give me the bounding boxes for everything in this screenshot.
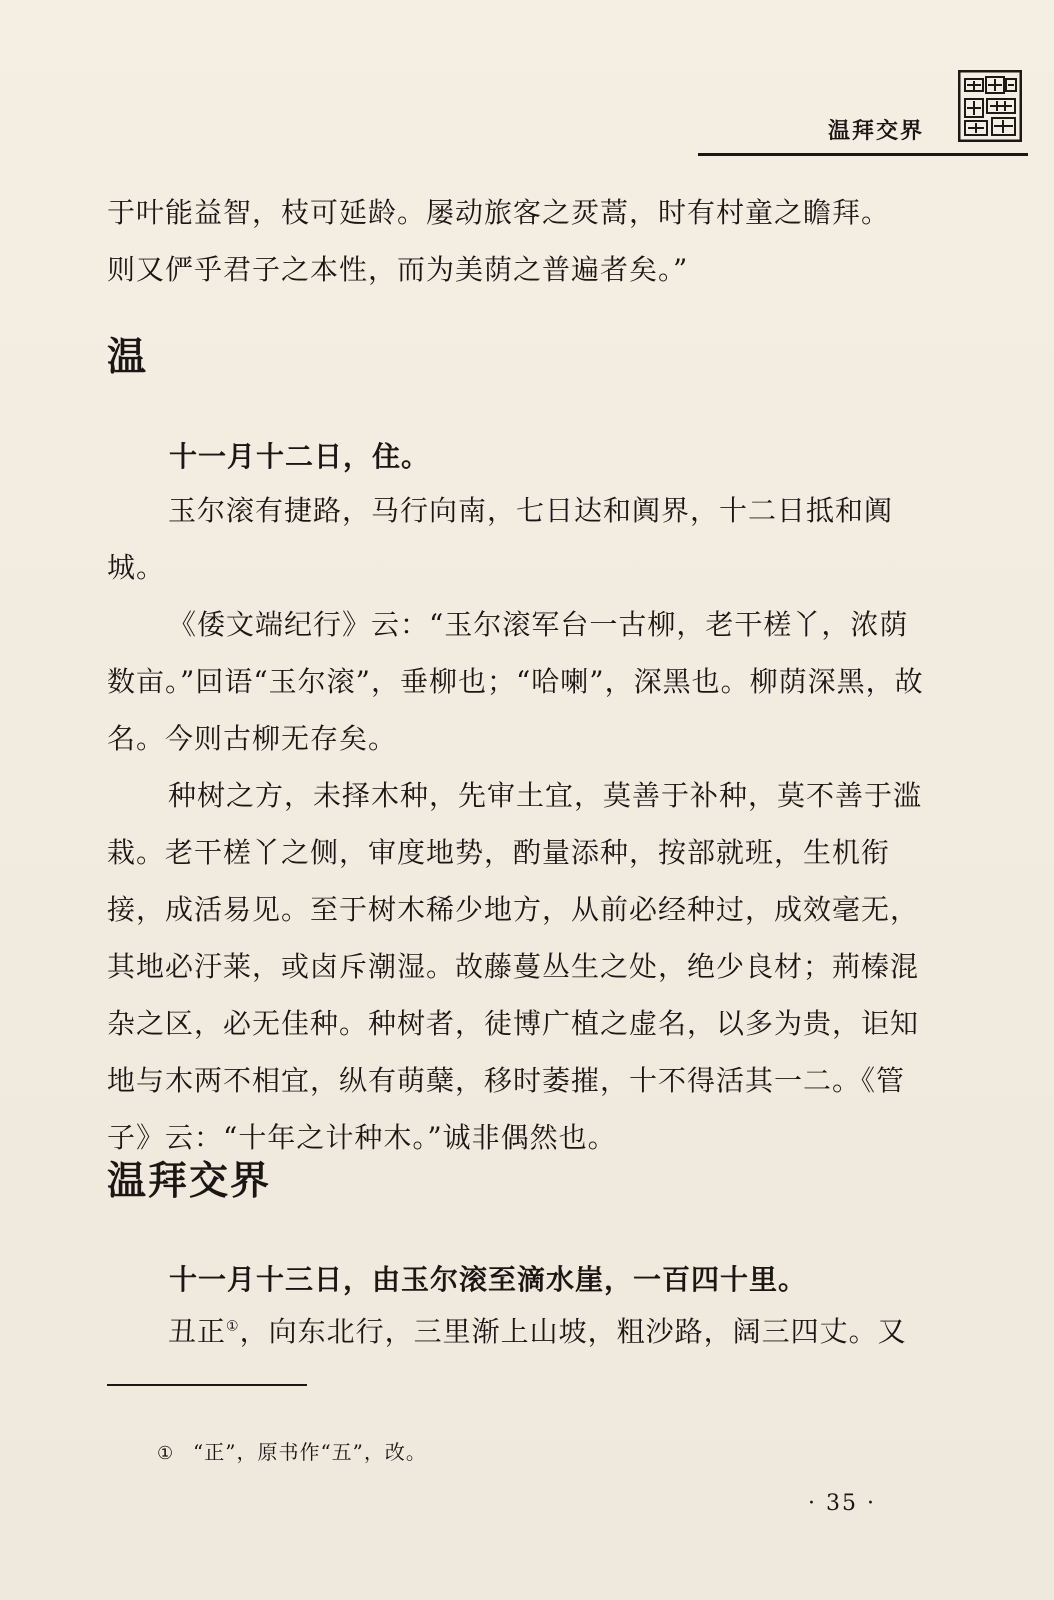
body-paragraph: 种树之方，未择木种，先审土宜，莫善于补种，莫不善于滥栽。老干槎丫之侧，审度地势，酌量添种，按部就班，生机衔接，成活易见。至于树木稀少地方，从前必经种过，成效毫无，其地必汙莱，或卤斥潮湿。故藤蔓丛生之处，绝少良材；荊榛混杂之区，必无佳种。种树者，徒博广植之虚名，以多为贵，讵知地与木两不相宜，纵有萌蘖，移时萎摧，十不得活其一二。《管子》云：“十年之计种木。”诚非偶然也。 [107,779,923,1154]
body-paragraph: 玉尔滚有捷路，马行向南，七日达和阗界，十二日抵和阗城。 [107,494,894,584]
section-heading-wen: 温 [107,334,149,380]
footnote-text: “正”，原书作“五”，改。 [193,1440,427,1464]
section-1-body [107,482,927,1166]
seal-stamp-icon [958,70,1022,142]
date-line-nov-13: 十一月十三日，由玉尔滚至滴水崖，一百四十里。 [169,1263,808,1296]
intro-paragraph [107,184,927,298]
header-rule [698,153,1028,156]
footnote-marker: ① [157,1443,174,1464]
footnote-reference[interactable]: ① [226,1318,240,1335]
footnote-divider [107,1384,307,1386]
date-line-nov-12: 十一月十二日，住。 [169,440,431,473]
running-header: 温拜交界 [827,119,924,144]
page-number: · 35 · [808,1491,876,1516]
intro-line-1: 于叶能益智，枝可延龄。屡动旅客之烎蒿，时有村童之瞻拜。 [107,196,891,229]
body-paragraph: 《倭文端纪行》云：“玉尔滚军台一古柳，老干槎丫，浓荫数亩。”回语“玉尔滚”，垂柳也；“哈喇”，深黑也。柳荫深黑，故名。今则古柳无存矣。 [107,608,924,755]
intro-line-2: 则又俨乎君子之本性，而为美荫之普遍者矣。” [107,253,689,286]
section-2-body [107,1303,927,1360]
text-after-footnote-ref: ，向东北行，三里渐上山坡，粗沙路，阔三四丈。又 [239,1315,907,1348]
text-before-footnote-ref: 丑正 [168,1315,227,1348]
body-paragraph [107,1303,927,1360]
section-heading-wenbai-boundary: 温拜交界 [107,1158,272,1204]
